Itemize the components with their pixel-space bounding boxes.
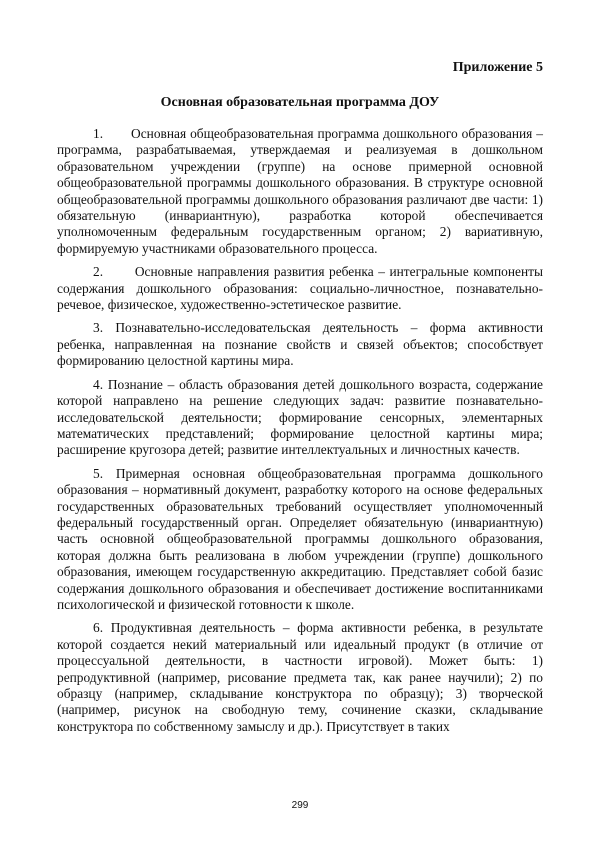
paragraph-text: Познание – область образования детей дошкольного возраста, содержание которой направлено на решение следующих задач: развитие познавательно-исследовательской деятельности; формирование сенсорных, элементарных математических представлений; формирование целостной картины мира; расширение кругозора детей; развитие интеллектуальных и личностных качеств. [57,376,543,458]
paragraph-text: Основная общеобразовательная программа дошкольного образования – программа, разрабатываемая, утверждаемая и реализуемая в дошкольном образовательном учреждении (группе) на основе примерной основной общеобразовательной программы дошкольного образования. В структуре основной общеобразовательной программы дошкольного образования различают две части: 1) обязательную (инвариантную), разработка которой обеспечивается уполномоченным федеральным государственным органом; 2) вариативную, формируемую участниками образовательного процесса. [57,126,544,256]
paragraph-2 [57,264,543,313]
page-number: 299 [291,800,309,811]
paragraph-text: Познавательно-исследовательская деятельность – форма активности ребенка, направленная на познание свойств и связей объектов; способствует формированию целостной картины мира. [57,320,543,369]
paragraph-number: 2. [93,264,104,280]
paragraph-1 [57,126,543,257]
paragraph-3 [57,320,543,369]
paragraph-number: 3. [93,320,104,336]
paragraph-number: 4. [93,376,104,392]
paragraph-4 [57,377,543,459]
paragraph-text: Продуктивная деятельность – форма активности ребенка, в результате которой создается некий материальный или идеальный продукт (в отличие от процессуальной деятельности, в частности игровой). Может быть: 1) репродуктивной (например, рисование предмета так, как ранее научили); 2) по образцу (например, складывание конструктора по образцу); 3) творческой (например, рисунок на свободную тему, сочинение сказки, складывание конструктора по собственному замыслу и др.). Присутствует в таких [57,620,543,734]
document-body [57,126,543,742]
paragraph-number: 6. [93,620,104,636]
paragraph-5 [57,466,543,614]
paragraph-number: 5. [93,465,104,481]
paragraph-6 [57,620,543,735]
page-title: Основная образовательная программа ДОУ [160,95,440,110]
paragraph-text: Примерная основная общеобразовательная программа дошкольного образования – нормативный документ, разработку которого на основе федеральных государственных образовательных требований осуществляет уполномоченный федеральный государственный орган. Определяет обязательную (инвариантную) часть основной общеобразовательной программы дошкольного образования, которая должна быть реализована в любом учреждении (группе) дошкольного образования, имеющем государственную аккредитацию. Представляет собой базис содержания дошкольного образования и обеспечивает достижение воспитанниками психологической и физической готовности к школе. [57,465,543,612]
paragraph-number: 1. [93,126,104,141]
paragraph-text: Основные направления развития ребенка – интегральные компоненты содержания дошкольного образования: социально-личностное, познавательно-речевое, физическое, художественно-эстетическое развитие. [57,264,543,313]
appendix-label: Приложение 5 [452,60,543,75]
